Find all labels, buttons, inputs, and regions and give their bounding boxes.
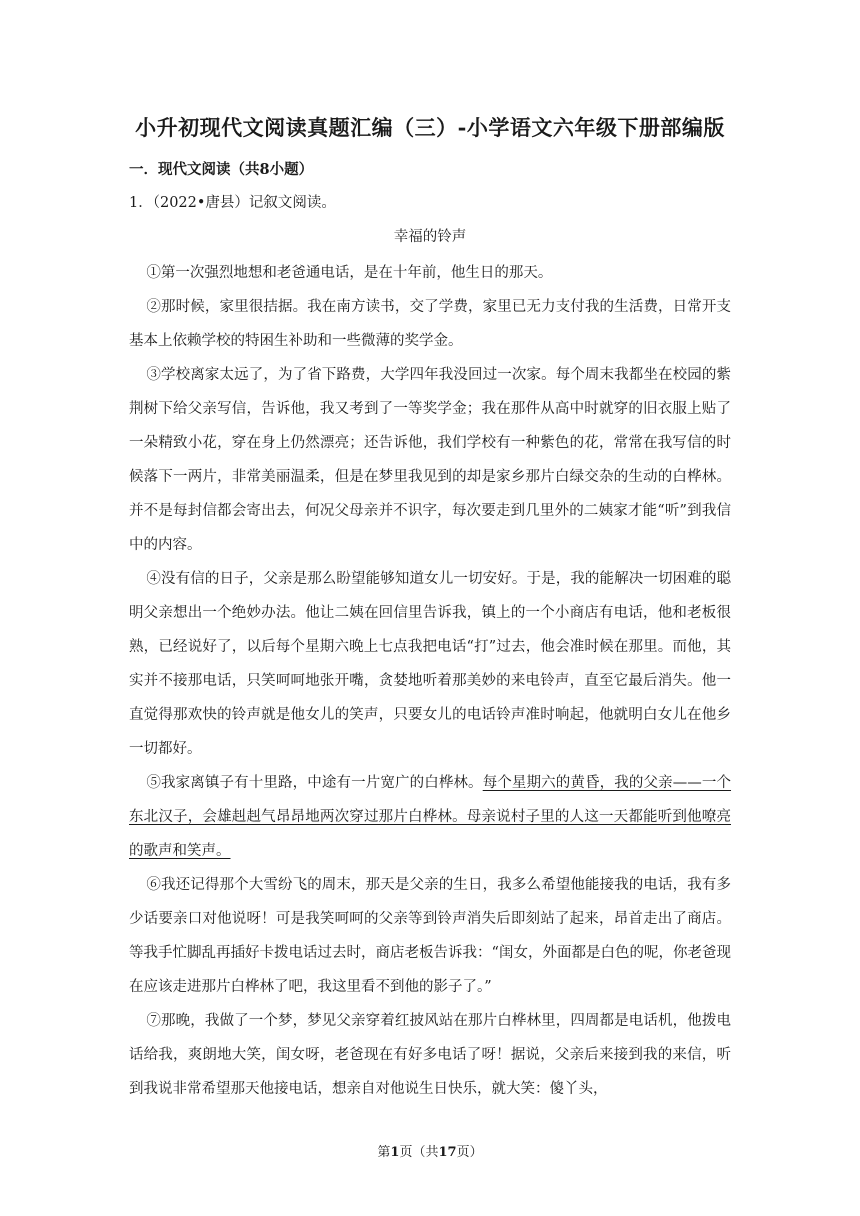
question-line: 1．（2022•唐县）记叙文阅读。 xyxy=(129,195,336,211)
page-number: 1 xyxy=(390,1145,400,1160)
paragraph-4: ④没有信的日子，父亲是那么盼望能够知道女儿一切安好。于是，我的能解决一切困难的聪明父亲想出一个绝妙办法。他让二姨在回信里告诉我，镇上的一个小商店有电话，他和老板很熟，已经说好了，以后每个星期六晚上七点我把电话“打”过去，他会准时候在那里。而他，其实并不接那电话，只笑呵呵地张开嘴，贪婪地听着那美妙的来电铃声，直至它最后消失。他一直觉得那欢快的铃声就是他女儿的笑声，只要女儿的电话铃声准时响起，他就明白女儿在他乡一切都好。 xyxy=(129,571,731,757)
section-heading: 一．现代文阅读（共8小题） xyxy=(129,161,314,178)
paragraph-1: ①第一次强烈地想和老爸通电话，是在十年前，他生日的那天。 xyxy=(146,265,553,281)
paragraph-5 xyxy=(129,766,731,868)
paragraph-5-text: ⑤我家离镇子有十里路，中途有一片宽广的白桦林。 xyxy=(146,775,483,791)
page-title: 小升初现代文阅读真题汇编（三）-小学语文六年级下册部编版 xyxy=(135,115,725,140)
page-total: 17 xyxy=(438,1145,457,1160)
paragraph-7: ⑦那晚，我做了一个梦，梦见父亲穿着红披风站在那片白桦林里，四周都是电话机，他拨电话给我，爽朗地大笑，闺女呀，老爸现在有好多电话了呀！据说，父亲后来接到我的来信，听到我说非常希望那天他接电话，想亲自对他说生日快乐，就大笑：傻丫头， xyxy=(129,1013,731,1097)
page-footer xyxy=(0,1141,860,1160)
paragraph-2: ②那时候，家里很拮据。我在南方读书，交了学费，家里已无力支付我的生活费，日常开支基本上依赖学校的特困生补助和一些微薄的奖学金。 xyxy=(129,299,731,349)
footer-prefix: 第 xyxy=(377,1145,391,1160)
underlined-sentence: 每个星期六的黄昏，我的父亲——一个东北汉子，会雄赳赳气昂昂地两次穿过那片白桦林。母亲说村子里的人这一天都能听到他嘹亮的歌声和笑声。 xyxy=(129,775,732,859)
footer-middle: 页（共 xyxy=(399,1145,439,1160)
passage-body xyxy=(129,256,731,1106)
paragraph-6: ⑥我还记得那个大雪纷飞的周末，那天是父亲的生日，我多么希望他能接我的电话，我有多少话要亲口对他说呀！可是我笑呵呵的父亲等到铃声消失后即刻站了起来，昂首走出了商店。等我手忙脚乱再插好卡拨电话过去时，商店老板告诉我：“闺女，外面都是白色的呢，你老爸现在应该走进那片白桦林了吧，我这里看不到他的影子了。” xyxy=(129,877,731,995)
footer-suffix: 页） xyxy=(456,1145,483,1160)
passage-title: 幸福的铃声 xyxy=(393,229,467,245)
paragraph-3: ③学校离家太远了，为了省下路费，大学四年我没回过一次家。每个周末我都坐在校园的紫荆树下给父亲写信，告诉他，我又考到了一等奖学金；我在那件从高中时就穿的旧衣服上贴了一朵精致小花，穿在身上仍然漂亮；还告诉他，我们学校有一种紫色的花，常常在我写信的时候落下一两片，非常美丽温柔，但是在梦里我见到的却是家乡那片白绿交杂的生动的白桦林。并不是每封信都会寄出去，何况父母亲并不识字，每次要走到几里外的二姨家才能“听”到我信中的内容。 xyxy=(129,367,731,553)
